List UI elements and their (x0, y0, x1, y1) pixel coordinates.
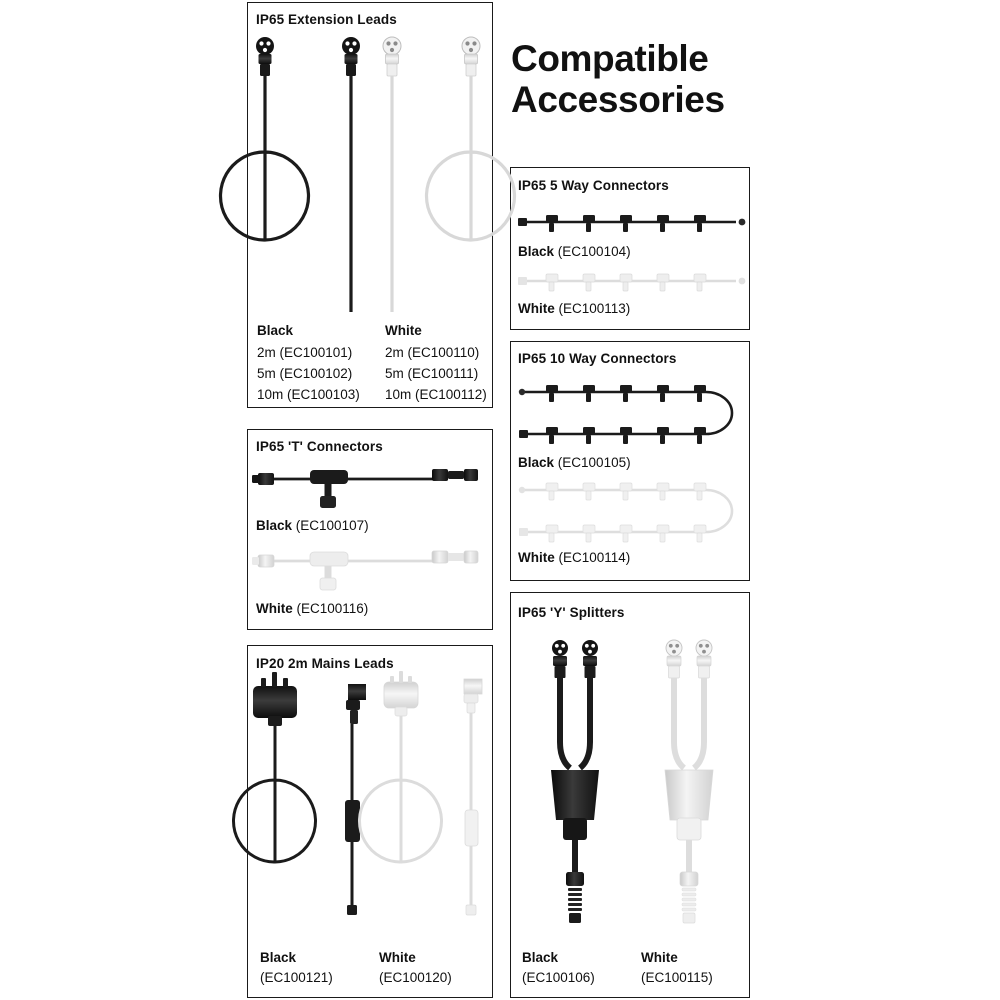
ten-way-black-label: Black (518, 455, 555, 470)
mains-black-code: (EC100121) (260, 969, 333, 985)
t-connector-black-label: Black (256, 518, 293, 533)
extension-white-item-2: 10m (EC100112) (385, 387, 487, 402)
y-splitter-white-code: (EC100115) (641, 969, 713, 985)
t-connector-white-code: (EC100116) (296, 601, 369, 616)
page-title (511, 38, 725, 121)
ten-way-black-caption (518, 453, 631, 473)
y-splitter-black-code: (EC100106) (522, 969, 595, 985)
five-way-white-code: (EC100113) (558, 301, 631, 316)
ten-way-white-caption (518, 548, 630, 568)
panel-title-5-way-connectors: IP65 5 Way Connectors (518, 178, 669, 193)
extension-white-label: White (385, 323, 422, 338)
extension-black-label: Black (257, 323, 294, 338)
extension-white-item-0: 2m (EC100110) (385, 345, 480, 360)
y-splitter-white-label: White (641, 950, 678, 965)
extension-white-item-1: 5m (EC100111) (385, 366, 479, 381)
mains-white-code: (EC100120) (379, 969, 452, 985)
panel-title-10-way-connectors: IP65 10 Way Connectors (518, 351, 677, 366)
panel-title-y-splitters: IP65 'Y' Splitters (518, 605, 625, 620)
y-splitter-white-caption (641, 948, 713, 987)
extension-black-name (257, 321, 293, 341)
y-splitter-black-label: Black (522, 950, 559, 965)
mains-white-label: White (379, 950, 416, 965)
extension-black-item-2: 10m (EC100103) (257, 387, 360, 402)
panel-title-extension-leads: IP65 Extension Leads (256, 12, 397, 27)
five-way-white-label: White (518, 301, 555, 316)
panel-mains-leads (247, 645, 493, 998)
ten-way-white-code: (EC100114) (558, 550, 631, 565)
five-way-black-code: (EC100104) (557, 244, 631, 259)
t-connector-white-label: White (256, 601, 293, 616)
ten-way-black-code: (EC100105) (557, 455, 631, 470)
extension-black-item-0: 2m (EC100101) (257, 345, 353, 360)
extension-black-item-1: 5m (EC100102) (257, 366, 353, 381)
mains-white-caption (379, 948, 452, 987)
panel-y-splitters (510, 592, 750, 998)
mains-black-caption (260, 948, 333, 987)
y-splitter-black-caption (522, 948, 595, 987)
page-title-line-1: Compatible (511, 38, 709, 79)
t-connector-black-caption (256, 516, 369, 536)
five-way-white-caption (518, 299, 630, 319)
mains-black-label: Black (260, 950, 297, 965)
t-connector-black-code: (EC100107) (295, 518, 369, 533)
ten-way-white-label: White (518, 550, 555, 565)
five-way-black-label: Black (518, 244, 555, 259)
panel-title-mains-leads: IP20 2m Mains Leads (256, 656, 394, 671)
five-way-black-caption (518, 242, 631, 262)
extension-white-name (385, 321, 422, 341)
panel-title-t-connectors: IP65 'T' Connectors (256, 439, 383, 454)
t-connector-white-caption (256, 599, 368, 619)
page-title-line-2: Accessories (511, 79, 725, 121)
